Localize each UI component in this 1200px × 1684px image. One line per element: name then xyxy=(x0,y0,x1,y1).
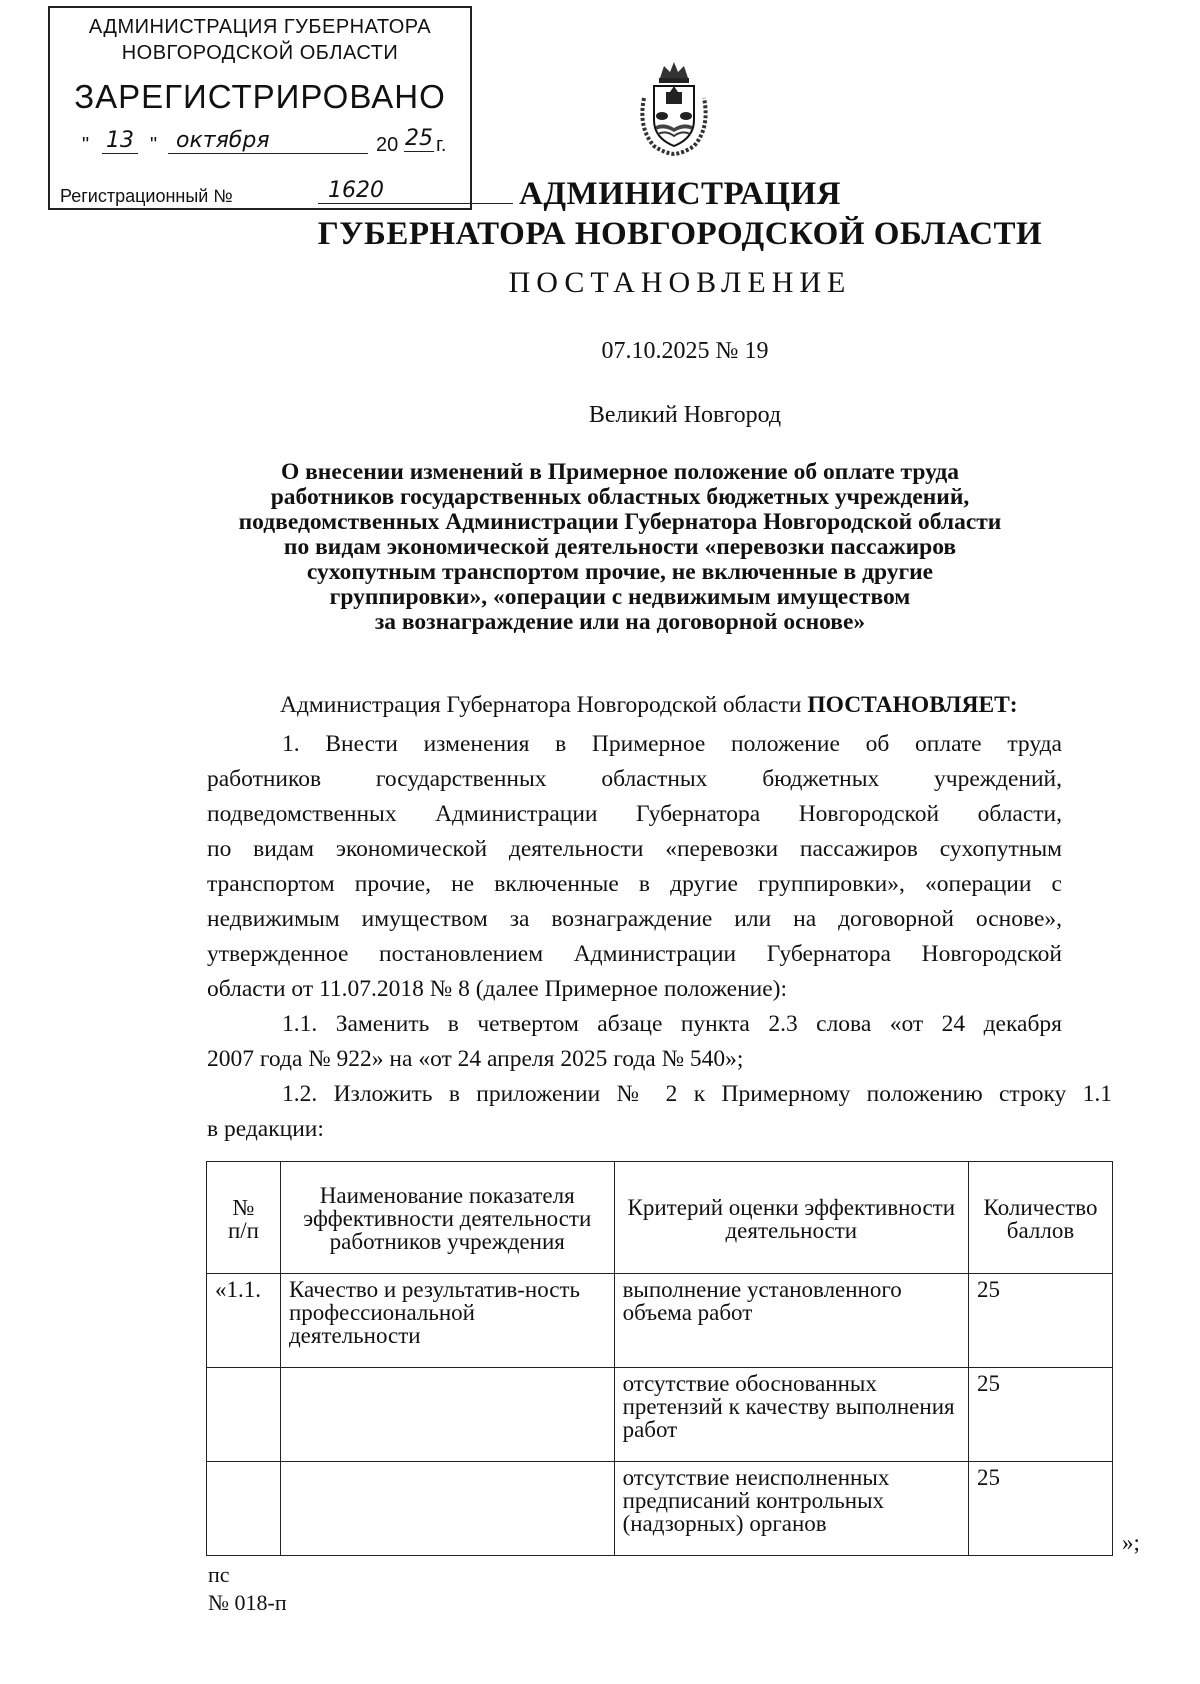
decree-verb: ПОСТАНОВЛЯЕТ: xyxy=(807,692,1018,718)
cell-points: 25 xyxy=(969,1274,1113,1368)
paragraph-1-1-line: 2007 года № 922» на «от 24 апреля 2025 года № 540»; xyxy=(207,1046,744,1072)
footer-code-line1: пс xyxy=(208,1562,230,1587)
stamp-registered-label: ЗАРЕГИСТРИРОВАНО xyxy=(74,78,446,115)
cell-criterion: отсутствие неисполненных предписаний контрольных (надзорных) органов xyxy=(614,1462,968,1556)
table-row xyxy=(207,1368,1113,1462)
cell-points: 25 xyxy=(969,1462,1113,1556)
paragraph-1-line: подведомственных Администрации Губернатора Новгородской области, xyxy=(207,801,1062,827)
header-title-line2: ГУБЕРНАТОРА НОВГОРОДСКОЙ ОБЛАСТИ xyxy=(317,216,1043,252)
cell-indicator xyxy=(280,1368,614,1462)
stamp-year-prefix: 20 xyxy=(376,134,399,156)
header-criterion: Критерий оценки эффективности деятельности xyxy=(614,1162,968,1274)
table-closing-quote: »; xyxy=(1122,1530,1140,1555)
subject-line: работников государственных областных бюджетных учреждений, xyxy=(270,484,970,510)
cell-criterion: отсутствие обоснованных претензий к качеству выполнения работ xyxy=(614,1368,968,1462)
stamp-date xyxy=(82,126,457,160)
paragraph-1-2-line: в редакции: xyxy=(207,1116,324,1142)
stamp-year-suffix: г. xyxy=(436,134,447,156)
subject-line: подведомственных Администрации Губернатора Новгородской области xyxy=(238,509,1002,535)
stamp-month: октября xyxy=(168,128,368,154)
cell-number xyxy=(207,1462,281,1556)
paragraph-1-line: по видам экономической деятельности «перевозки пассажиров сухопутным xyxy=(207,836,1062,862)
footer-code-line2: № 018-п xyxy=(208,1590,287,1615)
header-indicator: Наименование показателя эффективности деятельности работников учреждения xyxy=(280,1162,614,1274)
paragraph-1-2-line: 1.2. Изложить в приложении № 2 к Примерному положению строку 1.1 xyxy=(282,1081,1112,1107)
stamp-quote-open: " xyxy=(82,134,90,156)
cell-number xyxy=(207,1368,281,1462)
paragraph-1-line: транспортом прочие, не включенные в другие группировки», «операции с xyxy=(207,871,1062,897)
document-subject xyxy=(190,460,1050,635)
stamp-day: 13 xyxy=(102,128,138,154)
cell-indicator: Качество и результатив-ность профессиональной деятельности xyxy=(280,1274,614,1368)
paragraph-1-line: 1. Внести изменения в Примерное положение об оплате труда xyxy=(282,731,1062,757)
stamp-org-line2: НОВГОРОДСКОЙ ОБЛАСТИ xyxy=(121,42,399,64)
header-title-line1: АДМИНИСТРАЦИЯ xyxy=(519,176,841,212)
decree-prefix: Администрация Губернатора Новгородской области xyxy=(280,692,808,718)
header-points: Количество баллов xyxy=(969,1162,1113,1274)
decree-intro xyxy=(280,692,1018,719)
table-row xyxy=(207,1274,1113,1368)
header-doc-type: ПОСТАНОВЛЕНИЕ xyxy=(508,266,852,299)
cell-points: 25 xyxy=(969,1368,1113,1462)
subject-line: по видам экономической деятельности «перевозки пассажиров xyxy=(283,534,957,560)
stamp-regno-label: Регистрационный № xyxy=(60,186,233,206)
stamp-year: 25 xyxy=(405,126,433,151)
header-city: Великий Новгород xyxy=(588,402,782,428)
cell-indicator xyxy=(280,1462,614,1556)
novgorod-coat-of-arms-icon xyxy=(634,58,714,156)
paragraph-1-line: работников государственных областных бюджетных учреждений, xyxy=(207,766,1062,792)
subject-line: за вознаграждение или на договорной основе» xyxy=(374,609,866,635)
subject-line: группировки», «операции с недвижимым имуществом xyxy=(329,584,911,610)
stamp-quote-close: " xyxy=(150,134,158,156)
header-date-number: 07.10.2025 № 19 xyxy=(601,338,769,364)
table-row xyxy=(207,1462,1113,1556)
subject-line: О внесении изменений в Примерное положение об оплате труда xyxy=(280,459,960,485)
paragraph-1-1-line: 1.1. Заменить в четвертом абзаце пункта 2.3 слова «от 24 декабря xyxy=(282,1011,1062,1037)
cell-criterion: выполнение установленного объема работ xyxy=(614,1274,968,1368)
stamp-org-line1: АДМИНИСТРАЦИЯ ГУБЕРНАТОРА xyxy=(88,16,432,38)
cell-number: «1.1. xyxy=(207,1274,281,1368)
paragraph-1-line: утвержденное постановлением Администрации Губернатора Новгородской xyxy=(207,941,1062,967)
paragraph-1-line: недвижимым имуществом за вознаграждение или на договорной основе», xyxy=(207,906,1062,932)
stamp-regno: 1620 xyxy=(318,178,513,204)
table-header-row xyxy=(207,1162,1113,1274)
indicator-table xyxy=(206,1161,1113,1556)
header-number: № п/п xyxy=(207,1162,281,1274)
paragraph-1-line: области от 11.07.2018 № 8 (далее Примерное положение): xyxy=(207,976,788,1002)
subject-line: сухопутным транспортом прочие, не включенные в другие xyxy=(306,559,934,585)
